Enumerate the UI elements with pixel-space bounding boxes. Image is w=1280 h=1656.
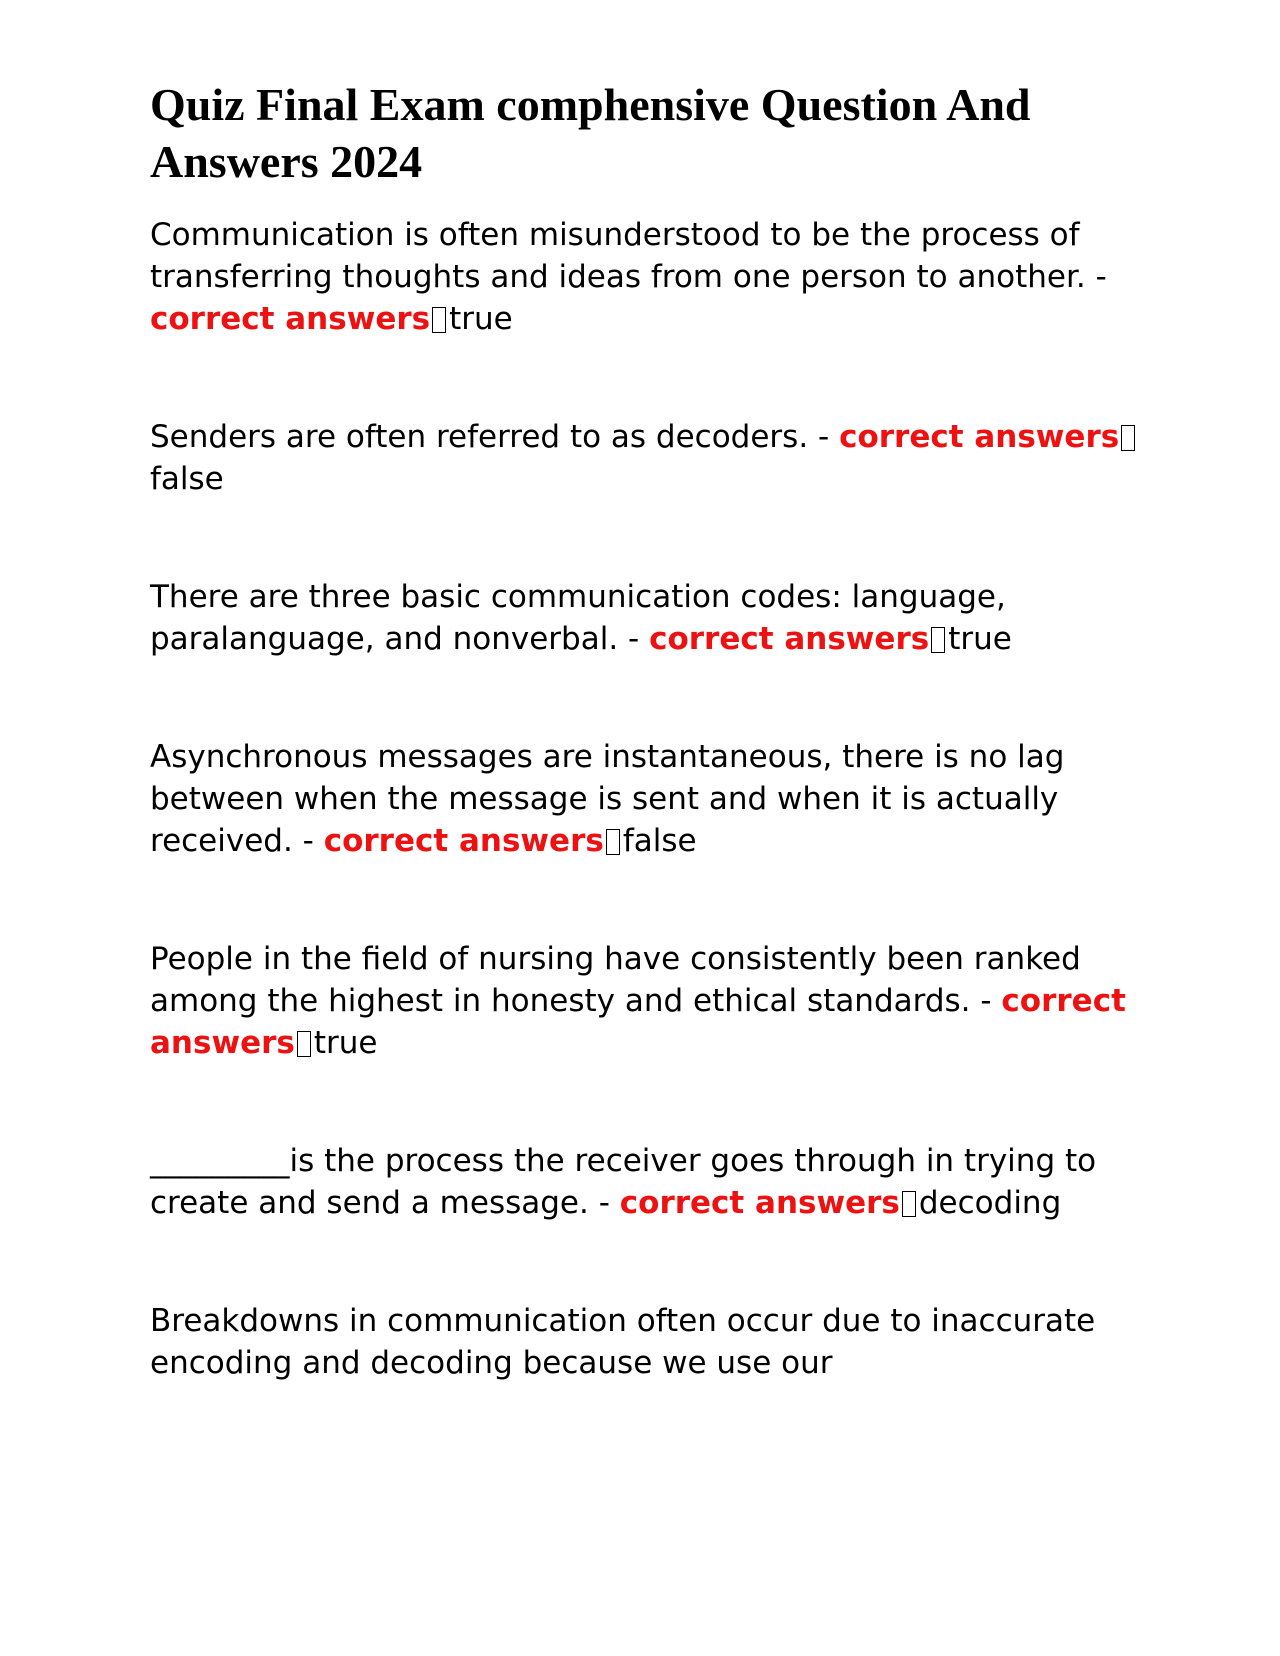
missing-glyph-icon — [931, 627, 945, 653]
qa-item-6 — [150, 1140, 1140, 1224]
missing-glyph-icon — [606, 829, 620, 855]
document-page — [150, 76, 1140, 1384]
qa-item-5 — [150, 938, 1140, 1064]
answer-value: false — [150, 461, 224, 497]
correct-answers-label: correct answers — [839, 419, 1120, 455]
qa-item-3 — [150, 576, 1140, 660]
qa-item-4 — [150, 736, 1140, 862]
document-title: Quiz Final Exam comphensive Question And Answers 2024 — [150, 79, 1031, 187]
qa-item-7 — [150, 1300, 1140, 1384]
correct-answers-label: correct answers — [150, 301, 431, 337]
missing-glyph-icon — [432, 307, 446, 333]
question-text: Senders are often referred to as decoders. - — [150, 419, 840, 455]
question-text: People in the field of nursing have consistently been ranked among the highest in honesty and ethical standards. - — [150, 941, 1081, 1019]
question-text: Asynchronous messages are instantaneous, there is no lag between when the message is sent and when it is actually received. - — [150, 739, 1065, 859]
answer-value: true — [313, 1025, 378, 1061]
answer-value: true — [948, 621, 1012, 657]
correct-answers-label: correct answers — [323, 823, 604, 859]
answer-value: true — [449, 301, 513, 337]
correct-answers-label: correct answers — [150, 983, 1126, 1061]
question-text: Communication is often misunderstood to be the process of transferring thoughts and ideas from one person to another. - — [150, 217, 1107, 295]
correct-answers-label: correct answers — [619, 1185, 900, 1221]
answer-value: false — [622, 823, 697, 859]
missing-glyph-icon — [1121, 425, 1135, 451]
missing-glyph-icon — [297, 1031, 311, 1057]
question-text: Breakdowns in communication often occur due to inaccurate encoding and decoding because we use our — [150, 1303, 1096, 1381]
qa-item-1 — [150, 214, 1140, 340]
correct-answers-label: correct answers — [649, 621, 930, 657]
missing-glyph-icon — [902, 1191, 916, 1217]
answer-value: decoding — [918, 1185, 1062, 1221]
qa-item-2 — [150, 416, 1140, 500]
question-text: _________is the process the receiver goes through in trying to create and send a message. - — [150, 1143, 1097, 1221]
question-text: There are three basic communication codes: language, paralanguage, and nonverbal. - — [150, 579, 1006, 657]
